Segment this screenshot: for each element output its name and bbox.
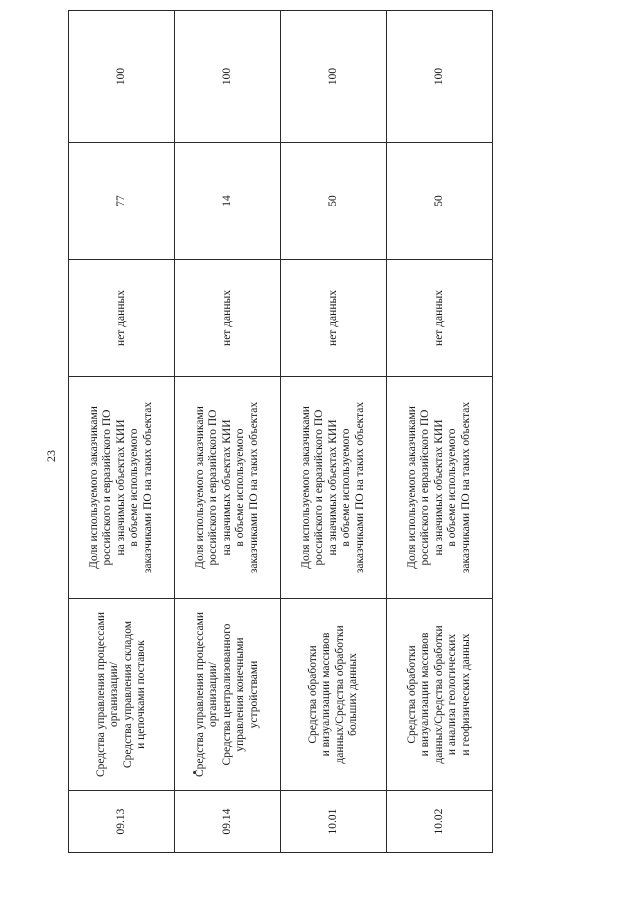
table-row (69, 11, 175, 853)
table-row (281, 11, 387, 853)
cell-code: 10.01 (281, 791, 387, 853)
cell-value-target: 100 (387, 11, 493, 143)
cell-base: нет данных (281, 260, 387, 377)
cell-base: нет данных (387, 260, 493, 377)
cell-base: нет данных (69, 260, 175, 377)
cell-base: нет данных (175, 260, 281, 377)
cell-value-mid: 77 (69, 143, 175, 260)
cell-value-target: 100 (281, 11, 387, 143)
cell-value-mid: 14 (175, 143, 281, 260)
cell-value-mid: 50 (387, 143, 493, 260)
cell-name: Средства управления процессами организации/ Средства управления складом и цепочками поставок (69, 599, 175, 791)
cell-indicator: Доля используемого заказчиками российского и евразийского ПО на значимых объектах КИИ в объеме используемого заказчиками ПО на таких объектах (387, 377, 493, 599)
cell-code: 09.14 (175, 791, 281, 853)
cell-value-mid: 50 (281, 143, 387, 260)
cell-value-target: 100 (69, 11, 175, 143)
cell-indicator: Доля используемого заказчиками российского и евразийского ПО на значимых объектах КИИ в объеме используемого заказчиками ПО на таких объектах (281, 377, 387, 599)
table-row (387, 11, 493, 853)
cell-name: Средства обработки и визуализации массивов данных/Средства обработки больших данных (281, 599, 387, 791)
table-row (175, 11, 281, 853)
cell-name: Средства обработки и визуализации массивов данных/Средства обработки и анализа геологических и геофизических данных (387, 599, 493, 791)
page-number: 23 (44, 450, 58, 462)
cell-value-target: 100 (175, 11, 281, 143)
cell-indicator: Доля используемого заказчиками российского и евразийского ПО на значимых объектах КИИ в объеме используемого заказчиками ПО на таких объектах (69, 377, 175, 599)
rotated-table-container (68, 53, 493, 853)
software-share-table (68, 10, 493, 853)
cell-code: 09.13 (69, 791, 175, 853)
cell-indicator: Доля используемого заказчиками российского и евразийского ПО на значимых объектах КИИ в объеме используемого заказчиками ПО на таких объектах (175, 377, 281, 599)
cell-code: 10.02 (387, 791, 493, 853)
cell-name: Средства управления процессами организации/ Средства централизованного управления конечными устройствами (175, 599, 281, 791)
